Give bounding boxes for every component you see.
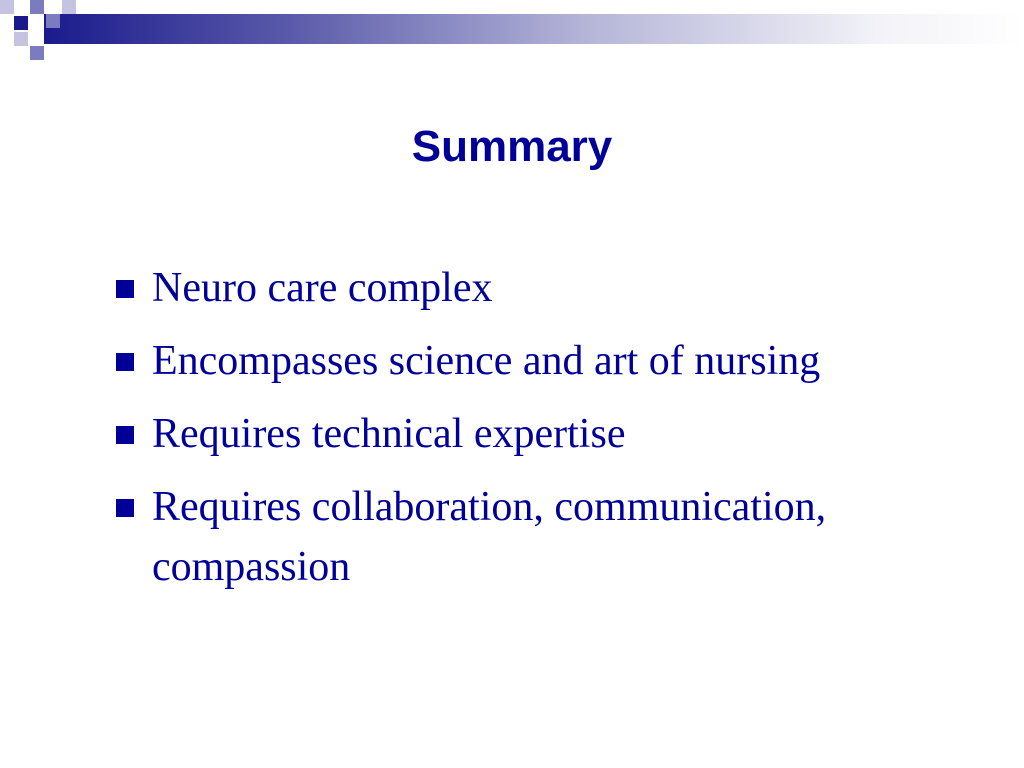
decor-square: [0, 0, 14, 14]
header-decoration: [0, 0, 1024, 62]
decor-square: [30, 0, 44, 14]
bullet-list: [114, 258, 994, 610]
bullet-item: [114, 477, 994, 597]
decor-square: [14, 16, 28, 30]
decor-square: [30, 46, 44, 60]
decor-square: [14, 32, 28, 46]
square-bullet-icon: [116, 280, 134, 298]
bullet-text: Requires collaboration, communication, compassion: [152, 484, 827, 590]
bullet-item: [114, 404, 994, 464]
slide-title: Summary: [411, 122, 613, 171]
bullet-text: Neuro care complex: [152, 265, 493, 311]
square-bullet-icon: [116, 426, 134, 444]
bullet-item: [114, 258, 994, 318]
bullet-item: [114, 331, 994, 391]
header-gradient-bar: [44, 14, 1024, 44]
bullet-text: Requires technical expertise: [152, 411, 626, 457]
decor-square: [46, 14, 60, 28]
square-bullet-icon: [116, 353, 134, 371]
square-bullet-icon: [116, 499, 134, 517]
decor-square: [62, 0, 76, 14]
bullet-text: Encompasses science and art of nursing: [152, 338, 821, 384]
